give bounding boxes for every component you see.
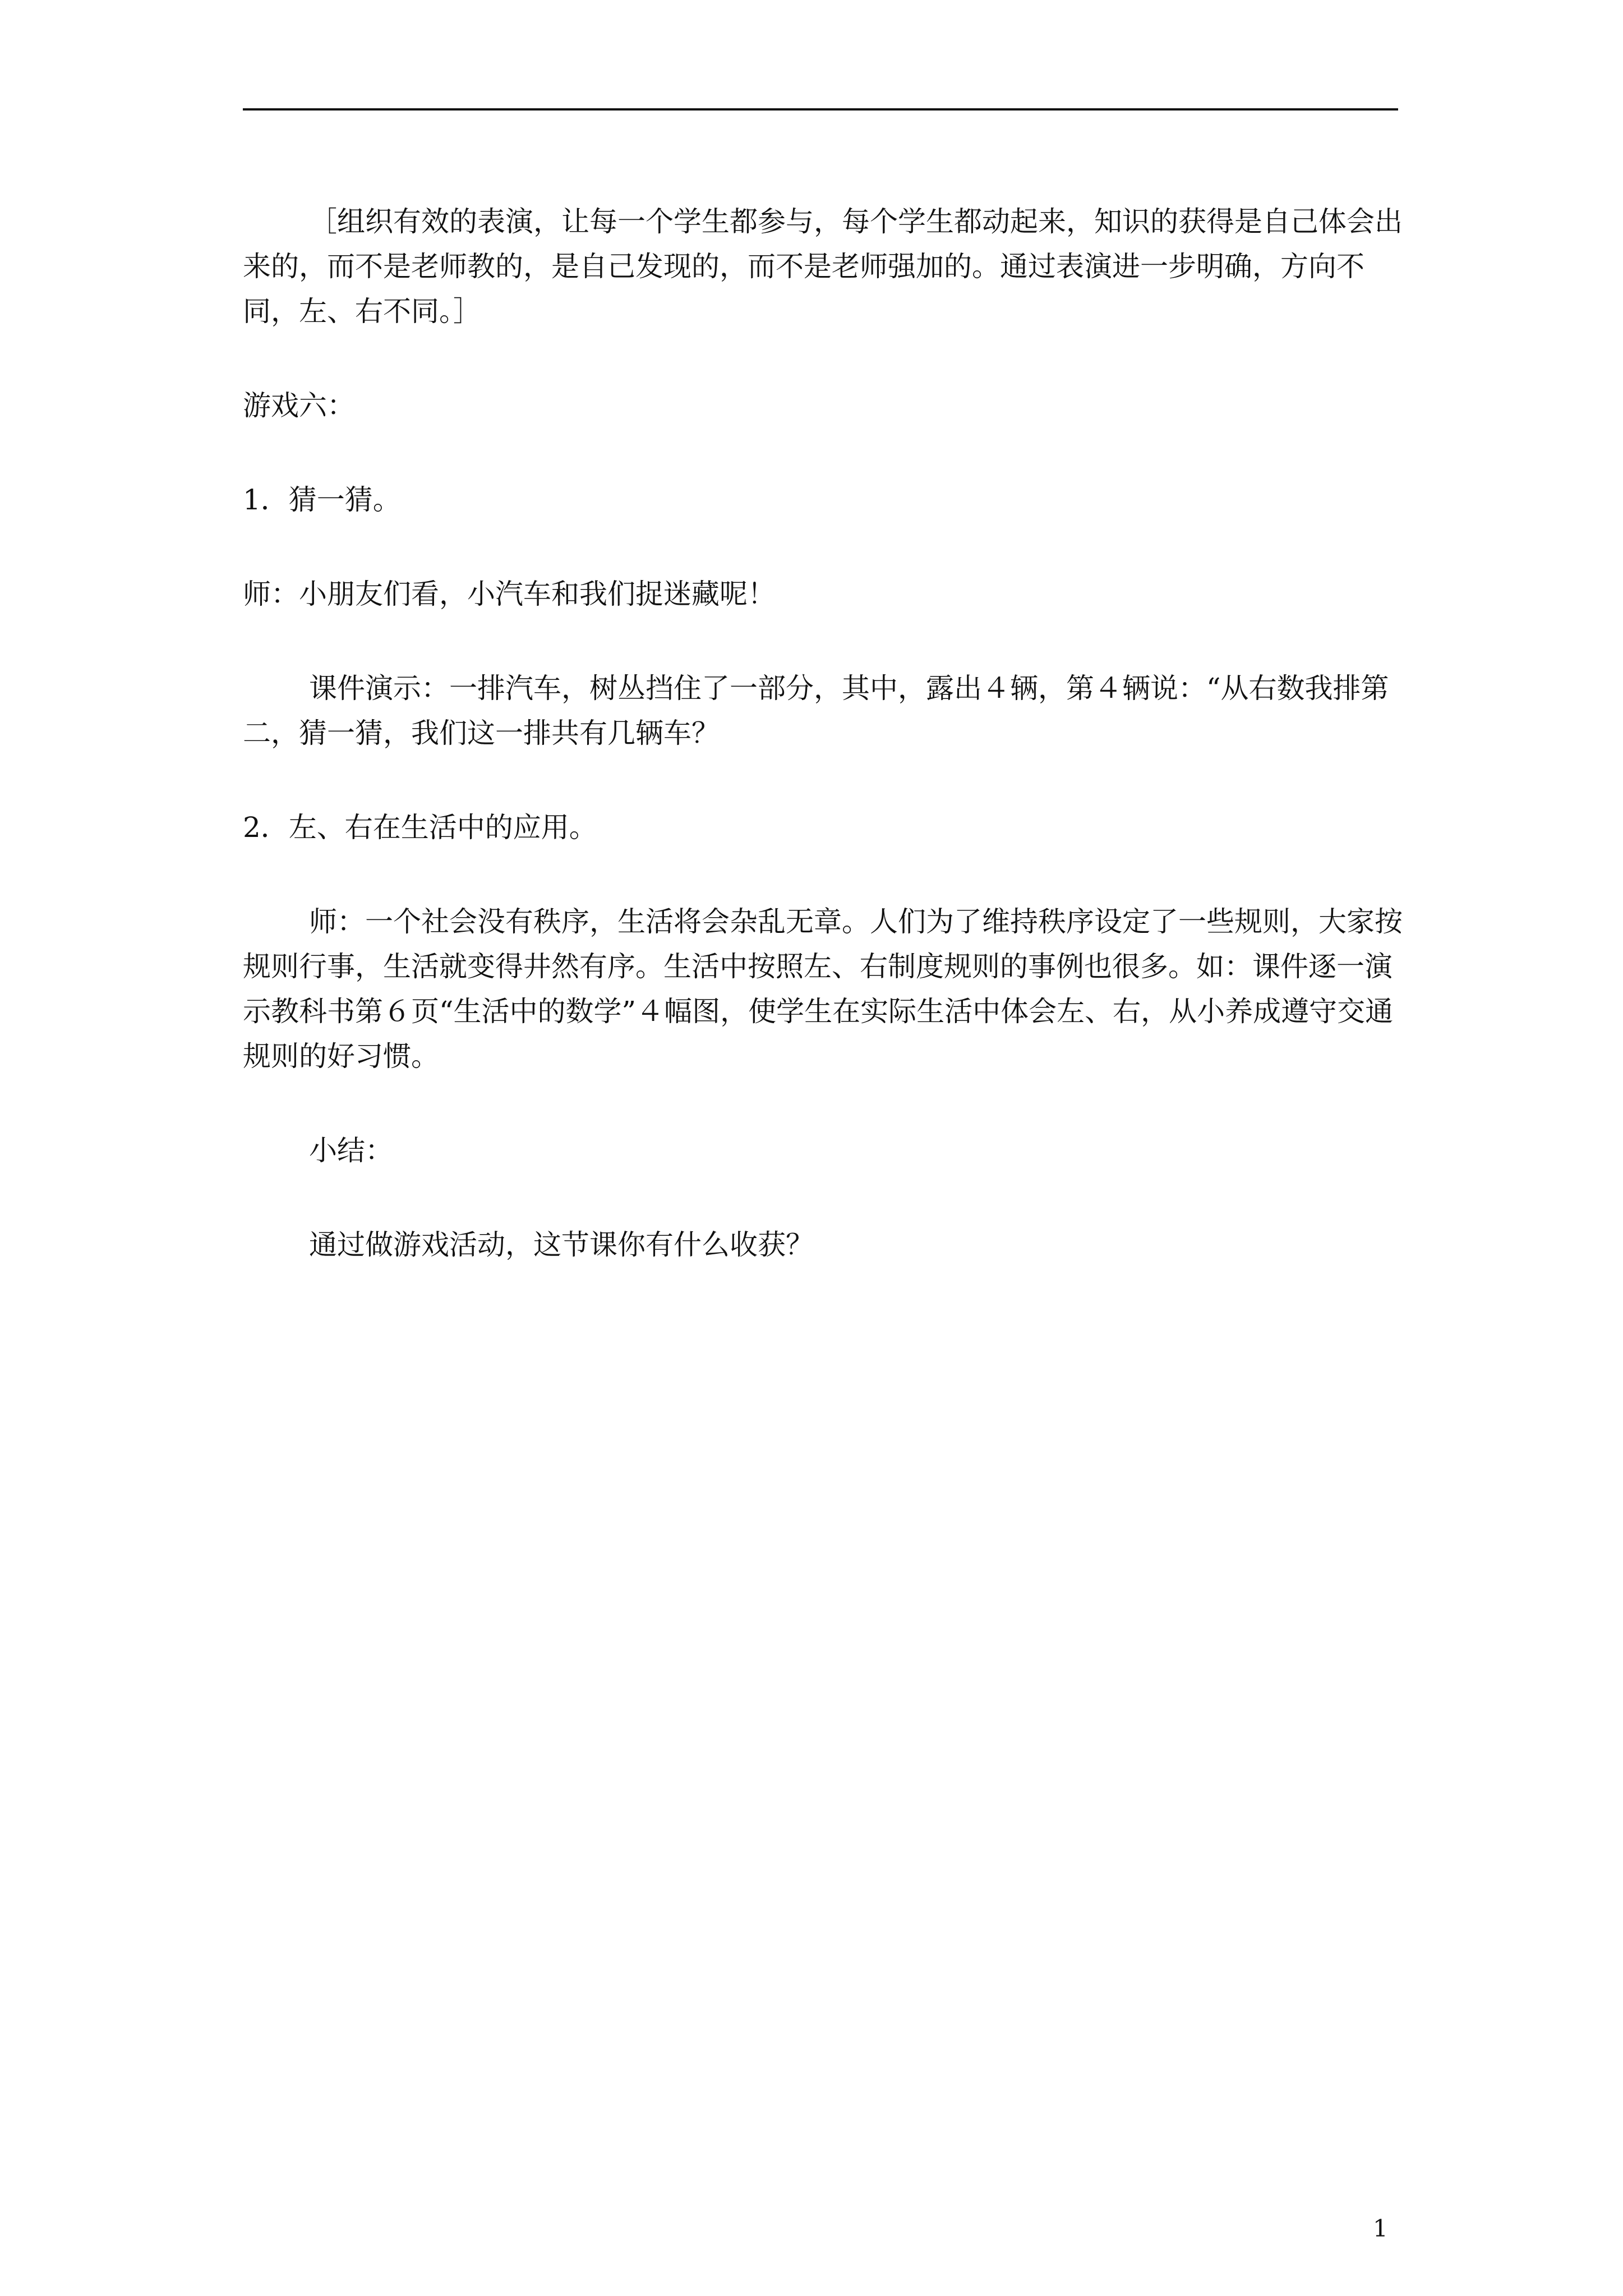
- paragraph-summary-question: 通过做游戏活动，这节课你有什么收获？: [309, 1228, 814, 1261]
- paragraph-game-six-heading: 游戏六：: [243, 389, 355, 422]
- document-body: [243, 199, 1404, 1267]
- header-rule: [243, 108, 1398, 111]
- paragraph-rules-explanation: 师：一个社会没有秩序，生活将会杂乱无章。人们为了维持秩序设定了一些规则，大家按规则行事，生活就变得井然有序。生活中按照左、右制度规则的事例也很多。如：课件逐一演示教科书第６页“生活中的数学”４幅图，使学生在实际生活中体会左、右，从小养成遵守交通规则的好习惯。: [243, 905, 1403, 1073]
- page-number: 1: [1373, 2215, 1388, 2242]
- paragraph-guess-heading: 1．猜一猜。: [243, 484, 401, 516]
- paragraph-performance-note: ［组织有效的表演，让每一个学生都参与，每个学生都动起来，知识的获得是自己体会出来的，而不是老师教的，是自己发现的，而不是老师强加的。通过表演进一步明确，方向不同，左、右不同。］: [243, 205, 1403, 328]
- paragraph-application-heading: 2．左、右在生活中的应用。: [243, 811, 597, 844]
- paragraph-courseware-demo: 课件演示：一排汽车，树丛挡住了一部分，其中，露出４辆，第４辆说：“从右数我排第二，猜一猜，我们这一排共有几辆车？: [243, 672, 1389, 749]
- paragraph-teacher-prompt: 师：小朋友们看，小汽车和我们捉迷藏呢！: [243, 578, 776, 610]
- paragraph-summary-heading: 小结：: [309, 1134, 393, 1167]
